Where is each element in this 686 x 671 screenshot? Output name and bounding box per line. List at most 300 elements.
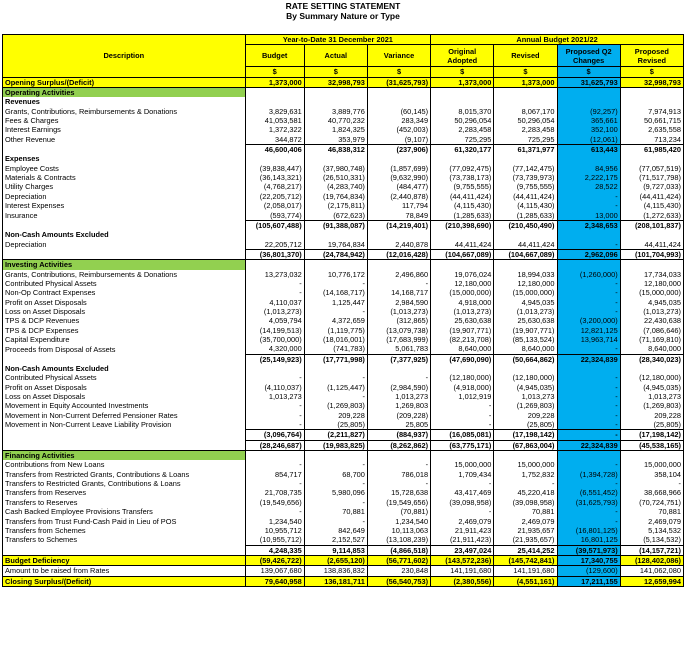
table-row <box>3 373 684 382</box>
cell-value: 28,522 <box>557 182 620 191</box>
row-label: Transfers to Restricted Grants, Contributions & Loans <box>3 479 246 488</box>
cell-value: (1,260,000) <box>557 270 620 279</box>
cell-value: (143,572,236) <box>431 555 494 565</box>
cell-value: (4,283,740) <box>304 182 367 191</box>
cell-value: 1,269,803 <box>367 401 430 410</box>
cell-value: - <box>431 401 494 410</box>
cell-value: - <box>245 373 304 382</box>
cell-value: 25,630,638 <box>431 316 494 325</box>
cell-value <box>620 230 683 239</box>
cell-value: - <box>245 507 304 516</box>
cell-value: - <box>557 383 620 392</box>
total-row <box>3 249 684 259</box>
cell-value: (1,394,728) <box>557 470 620 479</box>
cell-value: (1,269,803) <box>304 401 367 410</box>
cell-value <box>494 451 557 461</box>
cell-value: - <box>557 430 620 440</box>
subtotal-row <box>3 220 684 230</box>
col-header-revised: Revised <box>494 45 557 67</box>
cell-value: - <box>304 517 367 526</box>
cell-value <box>245 451 304 461</box>
cell-value: 23,497,024 <box>431 545 494 555</box>
cell-value: 70,881 <box>304 507 367 516</box>
cell-value: - <box>367 460 430 469</box>
cell-value: 786,018 <box>367 470 430 479</box>
cell-value: (1,013,273) <box>431 307 494 316</box>
cell-value: 2,348,653 <box>557 220 620 230</box>
cell-value: (884,937) <box>367 430 430 440</box>
cell-value <box>304 230 367 239</box>
cell-value <box>304 88 367 98</box>
cell-value: 12,180,000 <box>620 279 683 288</box>
cell-value: 15,000,000 <box>431 460 494 469</box>
cell-value <box>431 97 494 106</box>
cell-value: 138,836,832 <box>304 566 367 576</box>
subsection-row <box>3 154 684 163</box>
table-row <box>3 411 684 420</box>
cell-value: - <box>304 373 367 382</box>
cell-value: (47,690,090) <box>431 354 494 364</box>
cell-value: 141,191,680 <box>431 566 494 576</box>
table-row <box>3 192 684 201</box>
cell-value: - <box>494 479 557 488</box>
cell-value: (92,257) <box>557 107 620 116</box>
cell-value: 1,013,273 <box>367 392 430 401</box>
row-label <box>3 430 246 440</box>
cell-value: 365,661 <box>557 116 620 125</box>
cell-value: 1,013,273 <box>494 392 557 401</box>
cell-value: 17,211,155 <box>557 576 620 586</box>
cell-value: - <box>431 479 494 488</box>
cell-value: (2,380,556) <box>431 576 494 586</box>
cell-value <box>304 260 367 270</box>
row-label: Transfers from Reserves <box>3 488 246 497</box>
cell-value: (1,119,775) <box>304 326 367 335</box>
cell-value: (60,145) <box>367 107 430 116</box>
cell-value: (39,571,973) <box>557 545 620 555</box>
cell-value: (21,935,657) <box>494 535 557 545</box>
cell-value: 1,012,919 <box>431 392 494 401</box>
row-label: Non-Op Contract Expenses <box>3 288 246 297</box>
cell-value: - <box>431 411 494 420</box>
row-label: Grants, Contributions, Reimbursements & Donations <box>3 107 246 116</box>
cell-value: 19,076,024 <box>431 270 494 279</box>
cell-value: (4,768,217) <box>245 182 304 191</box>
cell-value: 22,324,839 <box>557 354 620 364</box>
table-row <box>3 182 684 191</box>
table-row <box>3 270 684 279</box>
cell-value: 141,062,080 <box>620 566 683 576</box>
cell-value: (10,955,712) <box>245 535 304 545</box>
cell-value: (9,755,555) <box>431 182 494 191</box>
row-label: Other Revenue <box>3 135 246 145</box>
yellow-row <box>3 576 684 586</box>
currency-revised: $ <box>494 67 557 77</box>
cell-value: - <box>304 460 367 469</box>
cell-value: (128,402,086) <box>620 555 683 565</box>
cell-value <box>494 364 557 373</box>
cell-value: 12,821,125 <box>557 326 620 335</box>
cell-value: (63,775,171) <box>431 440 494 450</box>
cell-value: 61,320,177 <box>431 145 494 155</box>
cell-value: - <box>557 307 620 316</box>
cell-value: (12,061) <box>557 135 620 145</box>
cell-value: (18,016,001) <box>304 335 367 344</box>
section-header-row <box>3 88 684 98</box>
cell-value: (104,667,089) <box>494 249 557 259</box>
row-label: TPS & DCP Revenues <box>3 316 246 325</box>
col-header-proposed-q2: Proposed Q2 Changes <box>557 45 620 67</box>
table-row <box>3 307 684 316</box>
cell-value: 2,496,860 <box>367 270 430 279</box>
cell-value: 854,717 <box>245 470 304 479</box>
col-header-actual: Actual <box>304 45 367 67</box>
cell-value: (36,143,321) <box>245 173 304 182</box>
cell-value: - <box>245 401 304 410</box>
cell-value: (145,742,841) <box>494 555 557 565</box>
cell-value: 18,994,033 <box>494 270 557 279</box>
cell-value: (4,551,161) <box>494 576 557 586</box>
cell-value: - <box>557 411 620 420</box>
cell-value: 4,945,035 <box>620 298 683 307</box>
cell-value: 1,709,434 <box>431 470 494 479</box>
row-label <box>3 145 246 155</box>
cell-value: (31,625,793) <box>557 498 620 507</box>
table-row <box>3 470 684 479</box>
cell-value: (14,219,401) <box>367 220 430 230</box>
cell-value <box>494 154 557 163</box>
cell-value: 4,059,794 <box>245 316 304 325</box>
cell-value <box>557 97 620 106</box>
cell-value <box>557 230 620 239</box>
cell-value <box>620 364 683 373</box>
cell-value: 41,053,581 <box>245 116 304 125</box>
cell-value <box>245 260 304 270</box>
cell-value: - <box>557 507 620 516</box>
currency-budget: $ <box>245 67 304 77</box>
cell-value: 50,296,054 <box>431 116 494 125</box>
cell-value: 4,945,035 <box>494 298 557 307</box>
cell-value <box>431 364 494 373</box>
cell-value: (82,213,708) <box>431 335 494 344</box>
cell-value: - <box>557 240 620 250</box>
cell-value: 84,956 <box>557 164 620 173</box>
row-label: Interest Expenses <box>3 201 246 210</box>
cell-value: 70,881 <box>494 507 557 516</box>
cell-value: (25,805) <box>304 420 367 430</box>
row-label: Investing Activities <box>3 260 246 270</box>
cell-value: 13,273,032 <box>245 270 304 279</box>
report-title: RATE SETTING STATEMENT <box>285 1 401 11</box>
row-label: Profit on Asset Disposals <box>3 383 246 392</box>
table-row <box>3 135 684 145</box>
table-row <box>3 240 684 250</box>
cell-value: - <box>557 288 620 297</box>
cell-value: (9,107) <box>367 135 430 145</box>
cell-value: 1,373,000 <box>245 77 304 87</box>
cell-value <box>620 88 683 98</box>
cell-value <box>245 230 304 239</box>
row-label: Loss on Asset Disposals <box>3 392 246 401</box>
row-label <box>3 220 246 230</box>
col-header-proposed-revised: Proposed Revised <box>620 45 683 67</box>
row-label: Movement in Non-Current Leave Liability Provision <box>3 420 246 430</box>
cell-value: - <box>245 420 304 430</box>
row-label: Movement in Equity Accounted Investments <box>3 401 246 410</box>
cell-value: - <box>304 479 367 488</box>
cell-value: 40,770,232 <box>304 116 367 125</box>
cell-value: (28,340,023) <box>620 354 683 364</box>
cell-value: 209,228 <box>494 411 557 420</box>
cell-value: (3,200,000) <box>557 316 620 325</box>
cell-value: - <box>557 479 620 488</box>
cell-value: (19,764,834) <box>304 192 367 201</box>
cell-value: 38,668,966 <box>620 488 683 497</box>
cell-value <box>494 230 557 239</box>
cell-value: 25,805 <box>367 420 430 430</box>
cell-value: 2,222,175 <box>557 173 620 182</box>
row-label: Interest Earnings <box>3 125 246 134</box>
cell-value: - <box>431 420 494 430</box>
cell-value: (45,538,165) <box>620 440 683 450</box>
cell-value: (9,755,555) <box>494 182 557 191</box>
cell-value: 2,283,458 <box>431 125 494 134</box>
cell-value: (19,549,656) <box>245 498 304 507</box>
table-row <box>3 279 684 288</box>
table-row <box>3 173 684 182</box>
cell-value: 17,734,033 <box>620 270 683 279</box>
cell-value: 3,829,631 <box>245 107 304 116</box>
cell-value: 4,248,335 <box>245 545 304 555</box>
cell-value: - <box>557 279 620 288</box>
cell-value: (35,700,000) <box>245 335 304 344</box>
cell-value: (1,269,803) <box>494 401 557 410</box>
cell-value: - <box>304 279 367 288</box>
cell-value: 22,205,712 <box>245 240 304 250</box>
row-label: Revenues <box>3 97 246 106</box>
cell-value <box>367 230 430 239</box>
cell-value: (1,272,633) <box>620 211 683 221</box>
row-label: Transfers from Schemes <box>3 526 246 535</box>
cell-value: (129,600) <box>557 566 620 576</box>
cell-value: 25,414,252 <box>494 545 557 555</box>
cell-value: (36,801,370) <box>245 249 304 259</box>
cell-value: (85,133,524) <box>494 335 557 344</box>
row-label: TPS & DCP Expenses <box>3 326 246 335</box>
cell-value: (17,198,142) <box>494 430 557 440</box>
table-row <box>3 335 684 344</box>
cell-value: 8,640,000 <box>620 344 683 354</box>
subsection-row <box>3 364 684 373</box>
cell-value: (37,980,748) <box>304 164 367 173</box>
cell-value: (7,086,646) <box>620 326 683 335</box>
cell-value: - <box>245 411 304 420</box>
cell-value: 22,324,839 <box>557 440 620 450</box>
table-row <box>3 125 684 134</box>
cell-value: (4,945,035) <box>620 383 683 392</box>
cell-value: (67,863,004) <box>494 440 557 450</box>
cell-value: (17,683,999) <box>367 335 430 344</box>
cell-value: (17,771,998) <box>304 354 367 364</box>
cell-value: 1,824,325 <box>304 125 367 134</box>
cell-value: (3,096,764) <box>245 430 304 440</box>
row-label: Loss on Asset Disposals <box>3 307 246 316</box>
table-row <box>3 164 684 173</box>
cell-value: 8,067,170 <box>494 107 557 116</box>
cell-value: (39,838,447) <box>245 164 304 173</box>
table-row <box>3 201 684 210</box>
cell-value: 2,469,079 <box>620 517 683 526</box>
cell-value: (21,911,423) <box>431 535 494 545</box>
cell-value <box>367 451 430 461</box>
cell-value: 352,100 <box>557 125 620 134</box>
table-row <box>3 344 684 354</box>
cell-value: 209,228 <box>304 411 367 420</box>
cell-value: (4,115,430) <box>494 201 557 210</box>
table-row <box>3 498 684 507</box>
cell-value: - <box>557 392 620 401</box>
row-label: Insurance <box>3 211 246 221</box>
currency-proposed-revised: $ <box>620 67 683 77</box>
cell-value: (77,142,475) <box>494 164 557 173</box>
cell-value: (1,125,447) <box>304 383 367 392</box>
cell-value <box>431 88 494 98</box>
cell-value: (71,169,810) <box>620 335 683 344</box>
subtotal-row <box>3 430 684 440</box>
row-label: Non-Cash Amounts Excluded <box>3 364 246 373</box>
row-label: Utility Charges <box>3 182 246 191</box>
rate-setting-table <box>2 34 684 587</box>
row-label: Contributed Physical Assets <box>3 279 246 288</box>
row-label: Depreciation <box>3 192 246 201</box>
cell-value: (44,411,424) <box>494 192 557 201</box>
cell-value: 4,320,000 <box>245 344 304 354</box>
row-label: Transfers to Schemes <box>3 535 246 545</box>
row-label: Depreciation <box>3 240 246 250</box>
row-label: Contributions from New Loans <box>3 460 246 469</box>
cell-value: (24,784,942) <box>304 249 367 259</box>
cell-value <box>431 154 494 163</box>
cell-value: (4,115,430) <box>620 201 683 210</box>
table-row <box>3 211 684 221</box>
cell-value: 45,220,418 <box>494 488 557 497</box>
cell-value: (312,865) <box>367 316 430 325</box>
cell-value: 19,764,834 <box>304 240 367 250</box>
cell-value: 141,191,680 <box>494 566 557 576</box>
cell-value: 15,000,000 <box>494 460 557 469</box>
cell-value: 136,181,711 <box>304 576 367 586</box>
cell-value: 7,974,913 <box>620 107 683 116</box>
cell-value: 725,295 <box>431 135 494 145</box>
cell-value: (17,198,142) <box>620 430 683 440</box>
cell-value: 79,640,958 <box>245 576 304 586</box>
cell-value: 78,849 <box>367 211 430 221</box>
row-label: Cash Backed Employee Provisions Transfers <box>3 507 246 516</box>
cell-value <box>431 230 494 239</box>
cell-value: (7,377,925) <box>367 354 430 364</box>
row-label <box>3 354 246 364</box>
row-label: Amount to be raised from Rates <box>3 566 246 576</box>
cell-value: (2,058,017) <box>245 201 304 210</box>
cell-value: (452,003) <box>367 125 430 134</box>
cell-value: 4,918,000 <box>431 298 494 307</box>
cell-value: (105,607,488) <box>245 220 304 230</box>
cell-value: 1,013,273 <box>245 392 304 401</box>
cell-value: 70,881 <box>620 507 683 516</box>
annual-group-header: Annual Budget 2021/22 <box>431 35 684 45</box>
cell-value: (91,388,087) <box>304 220 367 230</box>
table-row <box>3 535 684 545</box>
cell-value: (1,285,633) <box>494 211 557 221</box>
cell-value: 21,708,735 <box>245 488 304 497</box>
cell-value <box>557 451 620 461</box>
currency-original: $ <box>431 67 494 77</box>
cell-value: 61,371,977 <box>494 145 557 155</box>
cell-value: 613,443 <box>557 145 620 155</box>
cell-value: 1,013,273 <box>620 392 683 401</box>
subtotal-row <box>3 145 684 155</box>
table-body <box>3 35 684 587</box>
cell-value: (16,801,125) <box>557 526 620 535</box>
cell-value: 1,752,832 <box>494 470 557 479</box>
cell-value: (14,168,717) <box>304 288 367 297</box>
cell-value: (14,157,721) <box>620 545 683 555</box>
cell-value: - <box>245 479 304 488</box>
row-label: Transfers to Reserves <box>3 498 246 507</box>
cell-value: 842,649 <box>304 526 367 535</box>
table-row <box>3 288 684 297</box>
cell-value: (39,098,958) <box>494 498 557 507</box>
cell-value: 10,776,172 <box>304 270 367 279</box>
cell-value: (741,783) <box>304 344 367 354</box>
cell-value: - <box>245 288 304 297</box>
cell-value: (8,262,862) <box>367 440 430 450</box>
table-row <box>3 488 684 497</box>
cell-value <box>367 154 430 163</box>
cell-value <box>494 97 557 106</box>
yellow-row <box>3 555 684 565</box>
cell-value: (4,866,518) <box>367 545 430 555</box>
table-row <box>3 479 684 488</box>
cell-value: 31,625,793 <box>557 77 620 87</box>
table-row <box>3 517 684 526</box>
cell-value: 50,661,715 <box>620 116 683 125</box>
row-label <box>3 545 246 555</box>
cell-value: (44,411,424) <box>431 192 494 201</box>
cell-value: (237,906) <box>367 145 430 155</box>
cell-value: 13,000 <box>557 211 620 221</box>
cell-value: (12,180,000) <box>431 373 494 382</box>
cell-value: (77,092,475) <box>431 164 494 173</box>
row-label: Financing Activities <box>3 451 246 461</box>
cell-value: (14,199,513) <box>245 326 304 335</box>
table-row <box>3 392 684 401</box>
table-row <box>3 326 684 335</box>
cell-value: 2,469,079 <box>431 517 494 526</box>
cell-value <box>494 88 557 98</box>
cell-value: 9,114,853 <box>304 545 367 555</box>
cell-value: - <box>557 420 620 430</box>
table-row <box>3 316 684 325</box>
cell-value <box>245 364 304 373</box>
cell-value <box>304 451 367 461</box>
cell-value: 139,067,680 <box>245 566 304 576</box>
cell-value <box>620 451 683 461</box>
table-row <box>3 420 684 430</box>
table-row <box>3 401 684 410</box>
cell-value: 14,168,717 <box>367 288 430 297</box>
cell-value: (19,983,825) <box>304 440 367 450</box>
